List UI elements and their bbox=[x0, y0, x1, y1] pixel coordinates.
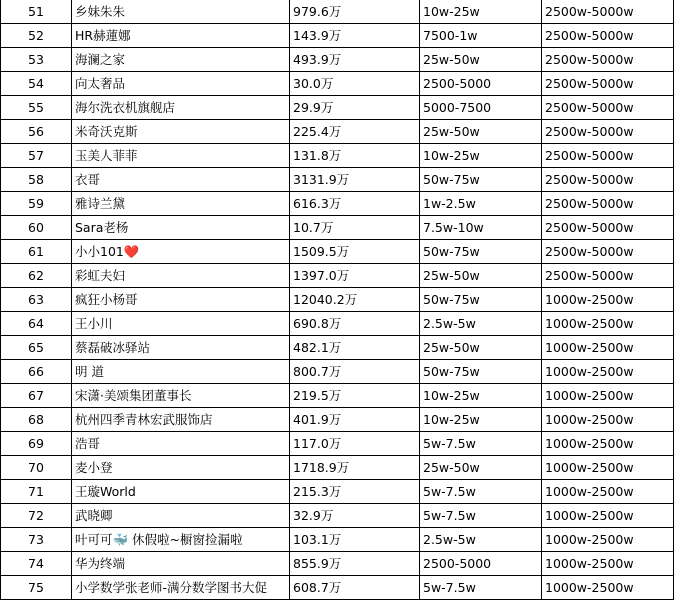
rank-cell: 61 bbox=[1, 240, 72, 264]
rank-cell: 71 bbox=[1, 480, 72, 504]
table-row bbox=[1, 24, 674, 48]
gmv-range-cell: 1000w-2500w bbox=[542, 312, 674, 336]
rank-cell: 54 bbox=[1, 72, 72, 96]
gmv-range-cell: 2500w-5000w bbox=[542, 120, 674, 144]
rank-cell: 60 bbox=[1, 216, 72, 240]
gmv-range-cell: 2500w-5000w bbox=[542, 48, 674, 72]
name-cell: 叶可可🐳 休假啦~橱窗捡漏啦 bbox=[72, 528, 290, 552]
name-cell: 宋潇·美颂集团董事长 bbox=[72, 384, 290, 408]
name-cell: 明 道 bbox=[72, 360, 290, 384]
name-cell: 王小川 bbox=[72, 312, 290, 336]
table-row bbox=[1, 432, 674, 456]
price-range-cell: 10w-25w bbox=[420, 0, 542, 24]
fans-cell: 12040.2万 bbox=[290, 288, 420, 312]
rank-cell: 67 bbox=[1, 384, 72, 408]
gmv-range-cell: 1000w-2500w bbox=[542, 576, 674, 600]
price-range-cell: 5w-7.5w bbox=[420, 504, 542, 528]
table-row bbox=[1, 264, 674, 288]
name-cell: 向太奢品 bbox=[72, 72, 290, 96]
gmv-range-cell: 1000w-2500w bbox=[542, 360, 674, 384]
gmv-range-cell: 1000w-2500w bbox=[542, 336, 674, 360]
table-row bbox=[1, 288, 674, 312]
name-cell: 小小101❤️ bbox=[72, 240, 290, 264]
fans-cell: 979.6万 bbox=[290, 0, 420, 24]
gmv-range-cell: 2500w-5000w bbox=[542, 216, 674, 240]
price-range-cell: 50w-75w bbox=[420, 168, 542, 192]
table-row bbox=[1, 216, 674, 240]
price-range-cell: 5w-7.5w bbox=[420, 576, 542, 600]
price-range-cell: 25w-50w bbox=[420, 120, 542, 144]
table-row bbox=[1, 528, 674, 552]
rank-cell: 72 bbox=[1, 504, 72, 528]
gmv-range-cell: 1000w-2500w bbox=[542, 504, 674, 528]
fans-cell: 1397.0万 bbox=[290, 264, 420, 288]
rank-cell: 57 bbox=[1, 144, 72, 168]
fans-cell: 219.5万 bbox=[290, 384, 420, 408]
gmv-range-cell: 1000w-2500w bbox=[542, 288, 674, 312]
name-cell: 浩哥 bbox=[72, 432, 290, 456]
rank-cell: 68 bbox=[1, 408, 72, 432]
price-range-cell: 2.5w-5w bbox=[420, 312, 542, 336]
rank-cell: 52 bbox=[1, 24, 72, 48]
gmv-range-cell: 1000w-2500w bbox=[542, 528, 674, 552]
name-cell: 武晓卿 bbox=[72, 504, 290, 528]
name-cell: 麦小登 bbox=[72, 456, 290, 480]
table-row bbox=[1, 72, 674, 96]
rank-cell: 73 bbox=[1, 528, 72, 552]
name-cell: 蔡磊破冰驿站 bbox=[72, 336, 290, 360]
rank-cell: 64 bbox=[1, 312, 72, 336]
fans-cell: 32.9万 bbox=[290, 504, 420, 528]
name-cell: 小学数学张老师-满分数学图书大促 bbox=[72, 576, 290, 600]
fans-cell: 482.1万 bbox=[290, 336, 420, 360]
price-range-cell: 5000-7500 bbox=[420, 96, 542, 120]
name-cell: 海尔洗衣机旗舰店 bbox=[72, 96, 290, 120]
price-range-cell: 10w-25w bbox=[420, 408, 542, 432]
gmv-range-cell: 2500w-5000w bbox=[542, 192, 674, 216]
gmv-range-cell: 1000w-2500w bbox=[542, 480, 674, 504]
rank-cell: 70 bbox=[1, 456, 72, 480]
price-range-cell: 7500-1w bbox=[420, 24, 542, 48]
fans-cell: 117.0万 bbox=[290, 432, 420, 456]
rank-cell: 51 bbox=[1, 0, 72, 24]
fans-cell: 215.3万 bbox=[290, 480, 420, 504]
gmv-range-cell: 2500w-5000w bbox=[542, 264, 674, 288]
gmv-range-cell: 2500w-5000w bbox=[542, 240, 674, 264]
name-cell: Sara老杨 bbox=[72, 216, 290, 240]
table-row bbox=[1, 240, 674, 264]
table-row bbox=[1, 552, 674, 576]
table-row bbox=[1, 120, 674, 144]
price-range-cell: 2.5w-5w bbox=[420, 528, 542, 552]
rank-cell: 65 bbox=[1, 336, 72, 360]
price-range-cell: 10w-25w bbox=[420, 384, 542, 408]
gmv-range-cell: 1000w-2500w bbox=[542, 384, 674, 408]
price-range-cell: 25w-50w bbox=[420, 264, 542, 288]
fans-cell: 143.9万 bbox=[290, 24, 420, 48]
name-cell: 衣哥 bbox=[72, 168, 290, 192]
gmv-range-cell: 2500w-5000w bbox=[542, 0, 674, 24]
table-row bbox=[1, 408, 674, 432]
gmv-range-cell: 1000w-2500w bbox=[542, 408, 674, 432]
fans-cell: 608.7万 bbox=[290, 576, 420, 600]
price-range-cell: 25w-50w bbox=[420, 336, 542, 360]
table-row bbox=[1, 192, 674, 216]
fans-cell: 1509.5万 bbox=[290, 240, 420, 264]
ranking-table-body bbox=[1, 0, 674, 600]
name-cell: 乡妹朱朱 bbox=[72, 0, 290, 24]
price-range-cell: 25w-50w bbox=[420, 48, 542, 72]
fans-cell: 855.9万 bbox=[290, 552, 420, 576]
fans-cell: 616.3万 bbox=[290, 192, 420, 216]
name-cell: 海澜之家 bbox=[72, 48, 290, 72]
price-range-cell: 7.5w-10w bbox=[420, 216, 542, 240]
gmv-range-cell: 1000w-2500w bbox=[542, 432, 674, 456]
fans-cell: 800.7万 bbox=[290, 360, 420, 384]
gmv-range-cell: 2500w-5000w bbox=[542, 96, 674, 120]
rank-cell: 59 bbox=[1, 192, 72, 216]
fans-cell: 690.8万 bbox=[290, 312, 420, 336]
rank-cell: 66 bbox=[1, 360, 72, 384]
gmv-range-cell: 2500w-5000w bbox=[542, 72, 674, 96]
price-range-cell: 10w-25w bbox=[420, 144, 542, 168]
fans-cell: 103.1万 bbox=[290, 528, 420, 552]
name-cell: HR赫蓮娜 bbox=[72, 24, 290, 48]
rank-cell: 56 bbox=[1, 120, 72, 144]
gmv-range-cell: 1000w-2500w bbox=[542, 456, 674, 480]
fans-cell: 1718.9万 bbox=[290, 456, 420, 480]
price-range-cell: 5w-7.5w bbox=[420, 432, 542, 456]
price-range-cell: 2500-5000 bbox=[420, 72, 542, 96]
rank-cell: 55 bbox=[1, 96, 72, 120]
fans-cell: 30.0万 bbox=[290, 72, 420, 96]
name-cell: 玉美人菲菲 bbox=[72, 144, 290, 168]
table-row bbox=[1, 480, 674, 504]
price-range-cell: 1w-2.5w bbox=[420, 192, 542, 216]
rank-cell: 53 bbox=[1, 48, 72, 72]
table-row bbox=[1, 384, 674, 408]
name-cell: 米奇沃克斯 bbox=[72, 120, 290, 144]
table-row bbox=[1, 0, 674, 24]
gmv-range-cell: 2500w-5000w bbox=[542, 144, 674, 168]
rank-cell: 74 bbox=[1, 552, 72, 576]
gmv-range-cell: 2500w-5000w bbox=[542, 168, 674, 192]
name-cell: 杭州四季青林宏武服饰店 bbox=[72, 408, 290, 432]
rank-cell: 69 bbox=[1, 432, 72, 456]
table-row bbox=[1, 312, 674, 336]
table-row bbox=[1, 504, 674, 528]
table-row bbox=[1, 336, 674, 360]
price-range-cell: 2500-5000 bbox=[420, 552, 542, 576]
table-row bbox=[1, 360, 674, 384]
rank-cell: 75 bbox=[1, 576, 72, 600]
fans-cell: 10.7万 bbox=[290, 216, 420, 240]
price-range-cell: 50w-75w bbox=[420, 288, 542, 312]
fans-cell: 131.8万 bbox=[290, 144, 420, 168]
table-row bbox=[1, 96, 674, 120]
price-range-cell: 50w-75w bbox=[420, 240, 542, 264]
fans-cell: 401.9万 bbox=[290, 408, 420, 432]
fans-cell: 29.9万 bbox=[290, 96, 420, 120]
rank-cell: 58 bbox=[1, 168, 72, 192]
table-row bbox=[1, 48, 674, 72]
rank-cell: 63 bbox=[1, 288, 72, 312]
table-row bbox=[1, 144, 674, 168]
fans-cell: 225.4万 bbox=[290, 120, 420, 144]
name-cell: 雅诗兰黛 bbox=[72, 192, 290, 216]
price-range-cell: 25w-50w bbox=[420, 456, 542, 480]
rank-cell: 62 bbox=[1, 264, 72, 288]
table-row bbox=[1, 168, 674, 192]
price-range-cell: 5w-7.5w bbox=[420, 480, 542, 504]
name-cell: 华为终端 bbox=[72, 552, 290, 576]
gmv-range-cell: 1000w-2500w bbox=[542, 552, 674, 576]
name-cell: 王璇World bbox=[72, 480, 290, 504]
table-row bbox=[1, 456, 674, 480]
fans-cell: 3131.9万 bbox=[290, 168, 420, 192]
price-range-cell: 50w-75w bbox=[420, 360, 542, 384]
gmv-range-cell: 2500w-5000w bbox=[542, 24, 674, 48]
name-cell: 疯狂小杨哥 bbox=[72, 288, 290, 312]
name-cell: 彩虹夫妇 bbox=[72, 264, 290, 288]
fans-cell: 493.9万 bbox=[290, 48, 420, 72]
table-row bbox=[1, 576, 674, 600]
